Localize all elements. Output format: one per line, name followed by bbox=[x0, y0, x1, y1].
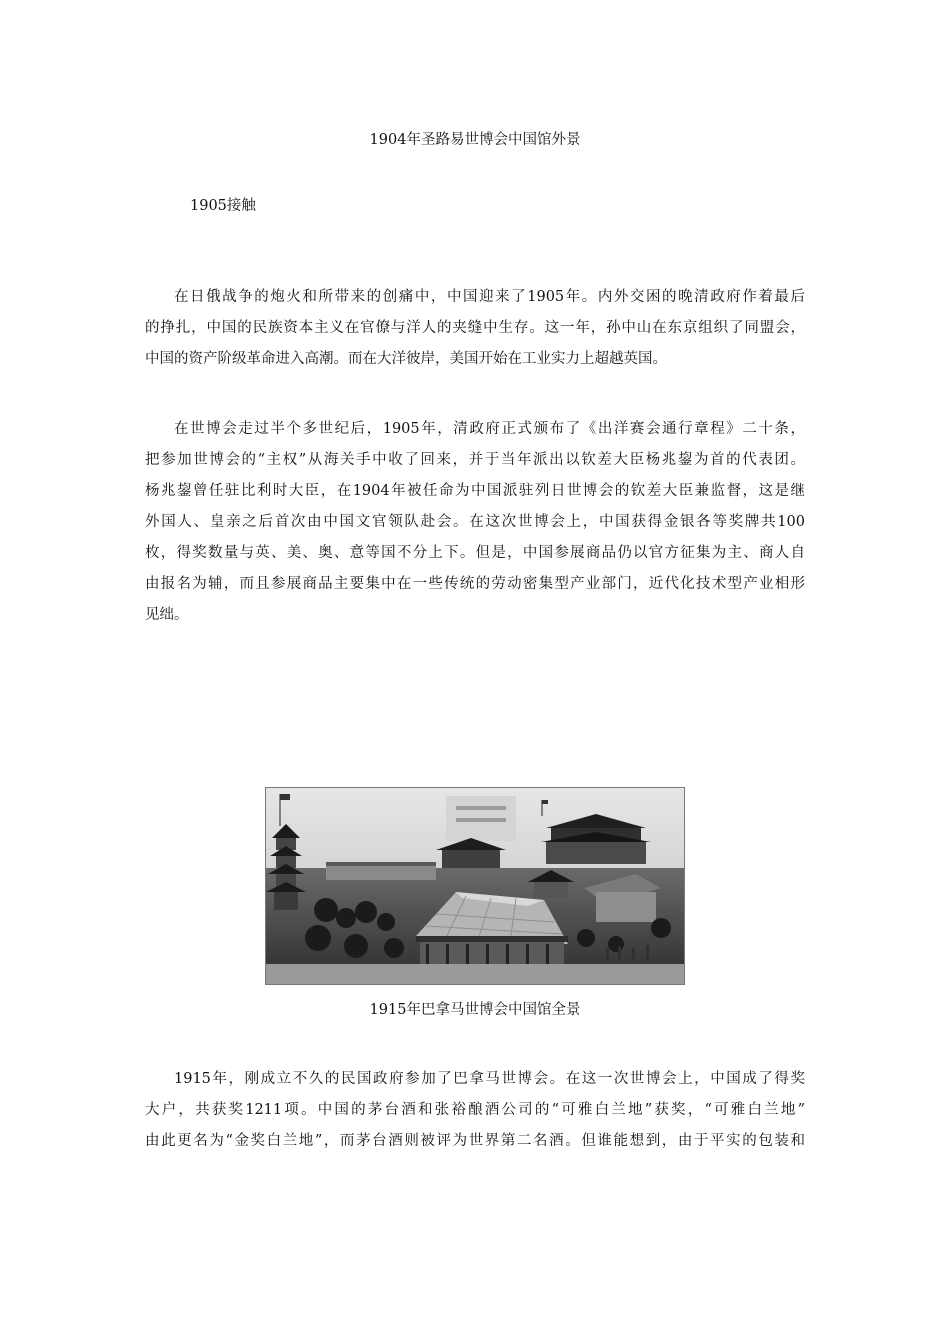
photo-caption: 1915年巴拿马世博会中国馆全景 bbox=[369, 1002, 581, 1018]
paragraph-line: 在世博会走过半个多世纪后，1905年，清政府正式颁布了《出洋赛会通行章程》二十条， bbox=[174, 421, 805, 437]
paragraph-line: 中国的资产阶级革命进入高潮。而在大洋彼岸，美国开始在工业实力上超越英国。 bbox=[145, 351, 667, 367]
paragraph-line: 杨兆鋆曾任驻比利时大臣，在1904年被任命为中国派驻列日世博会的钦差大臣兼监督，这是继 bbox=[145, 483, 805, 499]
paragraph-line: 1915年，刚成立不久的民国政府参加了巴拿马世博会。在这一次世博会上，中国成了得奖 bbox=[174, 1071, 805, 1087]
section-heading: 1905接触 bbox=[190, 198, 256, 214]
paragraph-line: 见绌。 bbox=[145, 607, 189, 623]
paragraph-line: 把参加世博会的“主权”从海关手中收了回来，并于当年派出以钦差大臣杨兆鋆为首的代表团。 bbox=[145, 452, 805, 468]
photo-illustration bbox=[266, 788, 685, 985]
paragraph-line: 在日俄战争的炮火和所带来的创痛中，中国迎来了1905年。内外交困的晚清政府作着最后 bbox=[174, 289, 805, 305]
paragraph-line: 大户，共获奖1211项。中国的茅台酒和张裕酿酒公司的“可雅白兰地”获奖，“可雅白兰地” bbox=[145, 1102, 805, 1118]
top-photo-caption: 1904年圣路易世博会中国馆外景 bbox=[369, 132, 581, 148]
paragraph-3 bbox=[145, 1064, 805, 1157]
exposition-pavilion-photo bbox=[265, 787, 685, 985]
paragraph-line: 外国人、皇亲之后首次由中国文官领队赴会。在这次世博会上，中国获得金银各等奖牌共100 bbox=[145, 514, 805, 530]
paragraph-1 bbox=[145, 282, 805, 375]
paragraph-2 bbox=[145, 414, 805, 631]
paragraph-line: 由此更名为“金奖白兰地”，而茅台酒则被评为世界第二名酒。但谁能想到，由于平实的包装和 bbox=[145, 1133, 805, 1149]
paragraph-line: 枚，得奖数量与英、美、奥、意等国不分上下。但是，中国参展商品仍以官方征集为主、商人自 bbox=[145, 545, 805, 561]
paragraph-line: 由报名为辅，而且参展商品主要集中在一些传统的劳动密集型产业部门，近代化技术型产业相形 bbox=[145, 576, 805, 592]
paragraph-line: 的挣扎，中国的民族资本主义在官僚与洋人的夹缝中生存。这一年，孙中山在东京组织了同盟会， bbox=[145, 320, 805, 336]
